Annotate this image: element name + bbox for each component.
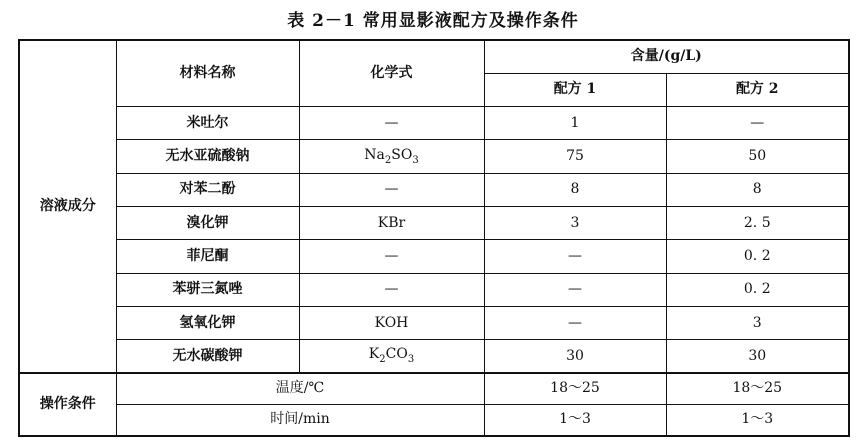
header-row — [19, 40, 849, 73]
table-title: 表 2－1 常用显影液配方及操作条件 — [287, 11, 579, 31]
material-name: 无水碳酸钾 — [116, 340, 299, 373]
header-formula: 化学式 — [299, 40, 484, 107]
recipe-2-value: 2. 5 — [666, 207, 849, 240]
chemical-formula: — — [299, 107, 484, 140]
recipe-1-value: 75 — [484, 140, 666, 173]
recipe-2-value: 18～25 — [666, 373, 849, 404]
material-name: 苯骈三氮唑 — [116, 273, 299, 306]
header-recipe-1: 配方 1 — [484, 73, 666, 106]
formula-subscript: 2 — [384, 154, 392, 166]
recipe-1-value: 1～3 — [484, 405, 666, 436]
recipe-2-value: 30 — [666, 340, 849, 373]
material-name: 菲尼酮 — [116, 240, 299, 273]
material-name: 对苯二酚 — [116, 173, 299, 206]
header-content: 含量/(g/L) — [484, 40, 849, 73]
recipe-1-value: 30 — [484, 340, 666, 373]
table-row — [19, 273, 849, 306]
chemical-formula: — — [299, 240, 484, 273]
group-label-operation: 操作条件 — [19, 373, 116, 436]
table-row — [19, 240, 849, 273]
group-label-solution: 溶液成分 — [19, 40, 116, 373]
chemical-formula — [299, 140, 484, 173]
chemical-formula: KOH — [299, 307, 484, 340]
developer-formula-table — [18, 39, 850, 437]
recipe-1-value: — — [484, 240, 666, 273]
table-row — [19, 207, 849, 240]
table-row — [19, 107, 849, 140]
table-row — [19, 307, 849, 340]
recipe-1-value: — — [484, 273, 666, 306]
chemical-formula: — — [299, 173, 484, 206]
table-row — [19, 173, 849, 206]
recipe-1-value: 8 — [484, 173, 666, 206]
formula-subscript: 2 — [379, 354, 386, 366]
recipe-2-value: — — [666, 107, 849, 140]
table-row — [19, 373, 849, 404]
material-name: 溴化钾 — [116, 207, 299, 240]
formula-part: CO — [385, 346, 408, 363]
recipe-2-value: 50 — [666, 140, 849, 173]
material-name: 氢氧化钾 — [116, 307, 299, 340]
header-recipe-2: 配方 2 — [666, 73, 849, 106]
formula-part: Na — [364, 146, 385, 163]
recipe-2-value: 8 — [666, 173, 849, 206]
recipe-2-value: 3 — [666, 307, 849, 340]
formula-subscript: 3 — [407, 354, 415, 366]
formula-subscript: 3 — [412, 154, 419, 166]
recipe-1-value: — — [484, 307, 666, 340]
recipe-2-value: 0. 2 — [666, 273, 849, 306]
recipe-1-value: 3 — [484, 207, 666, 240]
recipe-2-value: 1～3 — [666, 405, 849, 436]
formula-part: K — [368, 346, 380, 363]
table-row — [19, 405, 849, 436]
chemical-formula — [299, 340, 484, 373]
condition-label: 时间/min — [116, 405, 484, 436]
chemical-formula: — — [299, 273, 484, 306]
material-name: 米吐尔 — [116, 107, 299, 140]
formula-part: SO — [391, 146, 413, 163]
material-name: 无水亚硫酸钠 — [116, 140, 299, 173]
table-row — [19, 140, 849, 173]
recipe-1-value: 1 — [484, 107, 666, 140]
recipe-1-value: 18～25 — [484, 373, 666, 404]
header-material: 材料名称 — [116, 40, 299, 107]
table-row — [19, 340, 849, 373]
chemical-formula: KBr — [299, 207, 484, 240]
recipe-2-value: 0. 2 — [666, 240, 849, 273]
condition-label: 温度/℃ — [116, 373, 484, 404]
